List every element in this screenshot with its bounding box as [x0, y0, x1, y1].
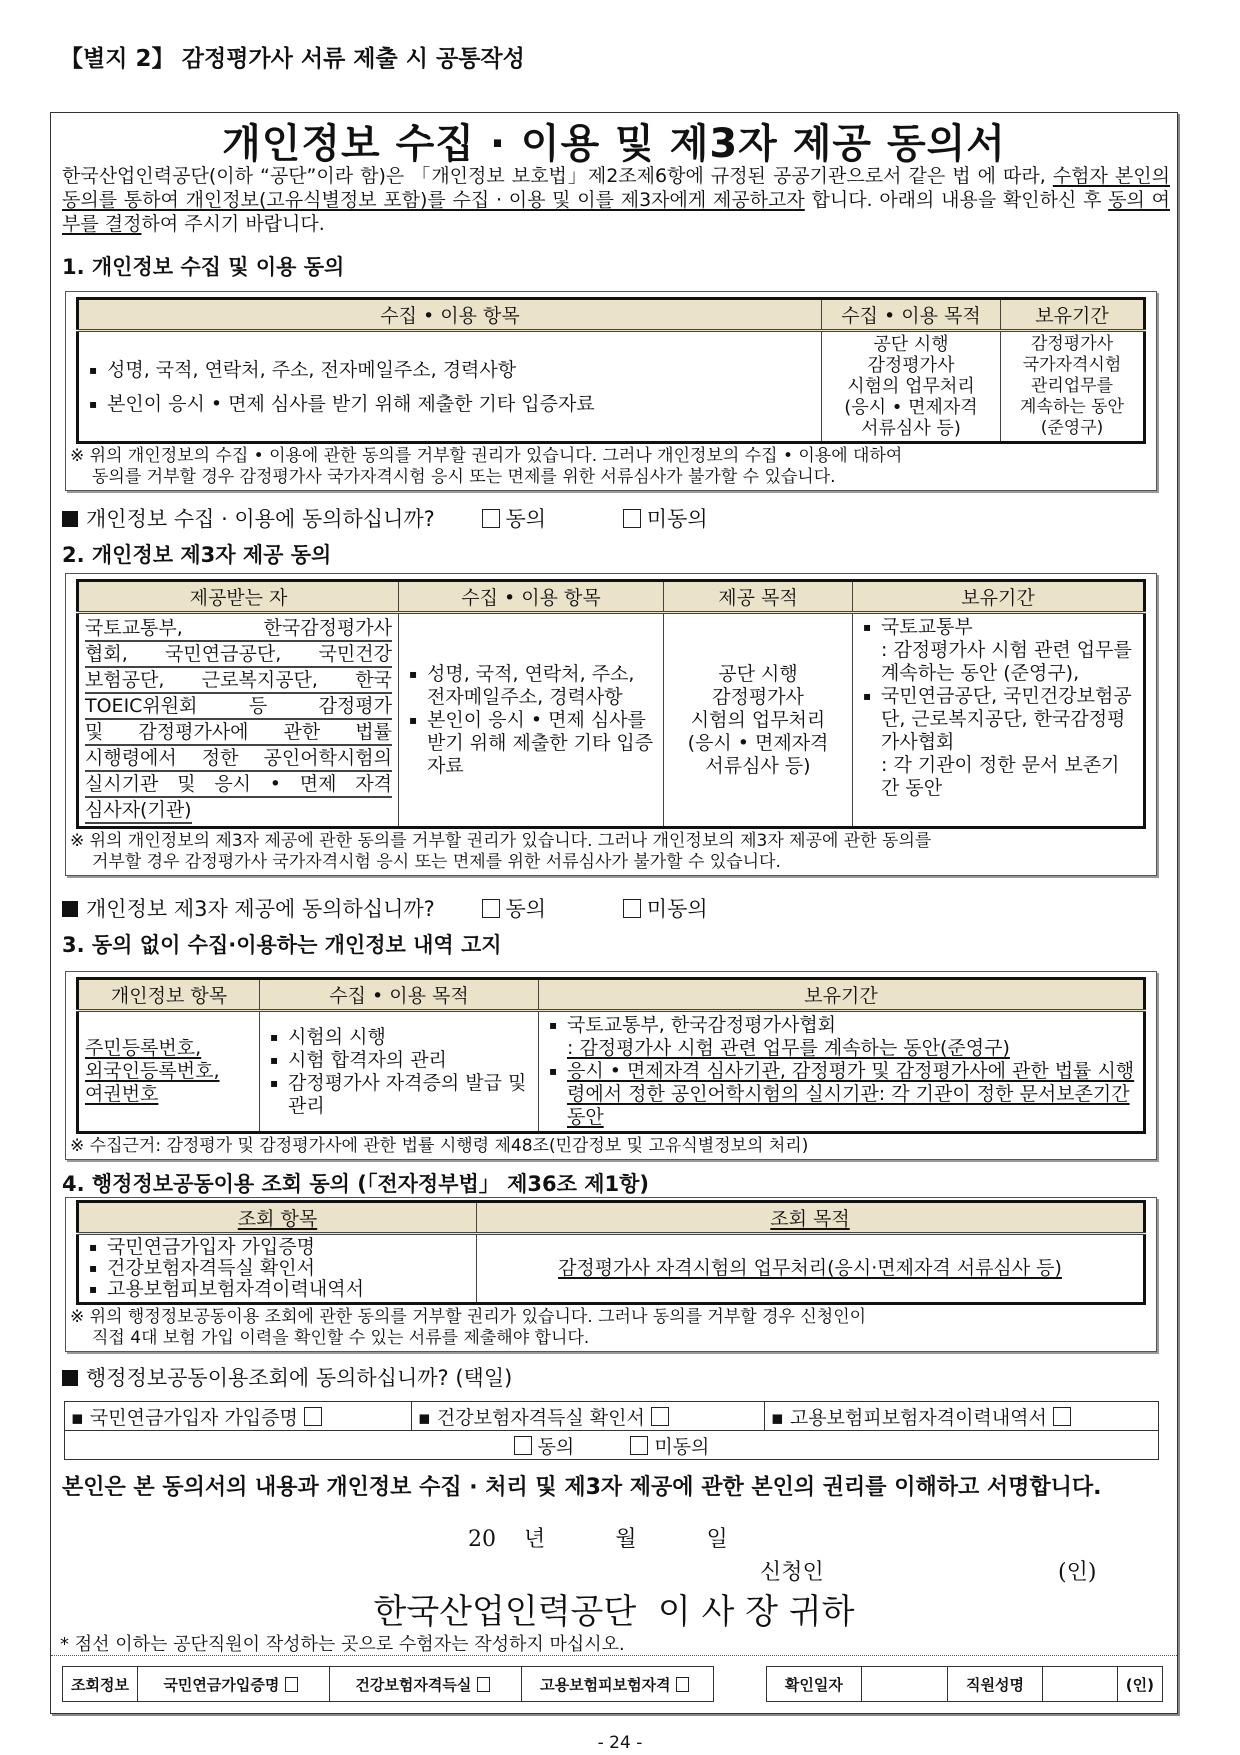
- signature-statement: 본인은 본 동의서의 내용과 개인정보 수집 · 처리 및 제3자 제공에 관한 본인의 권리를 이해하고 서명합니다.: [62, 1475, 1102, 1500]
- section3-heading: 3. 동의 없이 수집·이용하는 개인정보 내역 고지: [62, 933, 502, 957]
- staff-name-field[interactable]: [1042, 1667, 1117, 1702]
- collection-purpose: 공단 시행 감정평가사 시험의 업무처리 (응시 • 면제자격 서류심사 등): [822, 331, 1001, 443]
- query-info-label: 조회정보: [63, 1667, 138, 1702]
- provided-items: [399, 613, 664, 828]
- addressee: 한국산업인력공단 이 사 장 귀하: [373, 1592, 855, 1632]
- col-header: 수집 • 이용 목적: [822, 299, 1001, 331]
- section4-note: ※ 위의 행정정보공동이용 조회에 관한 동의를 거부할 권리가 있습니다. 그러나 동의를 거부할 경우 신청인이 직접 4대 보험 가입 이력을 확인할 수 있는 서류를 제출해야 합니다.: [70, 1307, 867, 1348]
- applicant-label: 신청인: [760, 1560, 824, 1585]
- agree-checkbox[interactable]: [482, 899, 500, 918]
- section2-note: ※ 위의 개인정보의 제3자 제공에 관한 동의를 거부할 권리가 있습니다. 그러나 개인정보의 제3자 제공에 관한 동의를 거부할 경우 감정평가사 국가자격시험 응시 또는 면제를 위한 서류심사가 불가할 수 있습니다.: [70, 831, 932, 872]
- agree-checkbox[interactable]: [514, 1436, 532, 1455]
- recipients: 국토교통부, 한국감정평가사 협회, 국민연금공단, 국민건강 보험공단, 근로복지공단, 한국 TOEIC위원회 등 감정평가 및 감정평가사에 관한 법률 시행령에서 정한 공인어학시험의 실시기관 및 응시 • 면제 자격 심사자(기관): [78, 613, 399, 828]
- page-title: 개인정보 수집 · 이용 및 제3자 제공 동의서: [222, 121, 1006, 167]
- section1-consent-question: 개인정보 수집 · 이용에 동의하십니까? 동의 미동의: [62, 503, 708, 533]
- form-annex-header: 【별지 2】 감정평가사 서류 제출 시 공통작성: [60, 46, 525, 72]
- date-line: 20 년 월 일: [468, 1527, 728, 1552]
- staff-employment-checkbox[interactable]: [676, 1677, 689, 1692]
- provision-purpose: 공단 시행 감정평가사 시험의 업무처리 (응시 • 면제자격 서류심사 등): [664, 613, 853, 828]
- section1-box: [65, 291, 1157, 491]
- staff-pension-checkbox[interactable]: [285, 1677, 298, 1692]
- page-number: - 24 -: [597, 1733, 643, 1753]
- collection-retention: 감정평가사 국가자격시험 관리업무를 계속하는 동안 (준영구): [1001, 331, 1145, 443]
- option-health: ▪ 건강보험자격득실 확인서: [412, 1402, 765, 1431]
- section2-box: [65, 573, 1157, 876]
- pension-checkbox[interactable]: [304, 1407, 322, 1426]
- col-header: 수집 • 이용 항목: [399, 581, 664, 613]
- list-item: ▪ 성명, 국적, 연락처, 주소, 전자메일주소, 경력사항: [405, 663, 657, 709]
- section3-note: ※ 수집근거: 감정평가 및 감정평가사에 관한 법률 시행령 제48조(민감정보 및 고유식별정보의 처리): [70, 1136, 809, 1156]
- unique-id-items: 주민등록번호, 외국인등록번호, 여권번호: [78, 1011, 260, 1133]
- square-bullet-icon: [62, 1370, 78, 1386]
- col-header: 수집 • 이용 항목: [78, 299, 822, 331]
- health-checkbox[interactable]: [651, 1407, 669, 1426]
- list-item: ▪ 성명, 국적, 연락처, 주소, 전자메일주소, 경력사항: [85, 353, 815, 387]
- col-header: 보유기간: [1001, 299, 1145, 331]
- disagree-checkbox[interactable]: [623, 509, 641, 528]
- employment-checkbox[interactable]: [1053, 1407, 1071, 1426]
- query-purpose: 감정평가사 자격시험의 업무처리(응시·면제자격 서류심사 등): [477, 1234, 1145, 1304]
- provision-retention: ▪ 국토교통부 : 감정평가사 시험 관련 업무를 계속하는 동안 (준영구), ▪ 국민연금공단, 국민건강보험공단, 근로복지공단, 한국감정평가사협회 : 각 기관이 정한 문서 보존기간 동안: [853, 613, 1145, 828]
- admin-consent-choice: 동의 미동의: [65, 1431, 1159, 1460]
- col-header: 수집 • 이용 목적: [260, 979, 539, 1011]
- admin-info-table: [76, 1200, 1146, 1305]
- option-pension: ▪ 국민연금가입자 가입증명: [65, 1402, 412, 1431]
- applicant-seal: (인): [1058, 1560, 1097, 1585]
- query-items: ▪ 국민연금가입자 가입증명 ▪ 건강보험자격득실 확인서 ▪ 고용보험피보험자격이력내역서: [78, 1234, 477, 1304]
- staff-seal: (인): [1117, 1667, 1162, 1702]
- staff-name-label: 직원성명: [948, 1667, 1043, 1702]
- collection-items: [78, 331, 822, 443]
- section4-heading: 4. 행정정보공동이용 조회 동의 (「전자정부법」 제36조 제1항): [62, 1172, 649, 1196]
- employment-cell: 고용보험피보험자격: [521, 1667, 713, 1702]
- col-header: 제공 목적: [664, 581, 853, 613]
- col-header: 제공받는 자: [78, 581, 399, 613]
- pension-cell: 국민연금가입증명: [137, 1667, 329, 1702]
- third-party-table: [76, 579, 1146, 829]
- notice-purpose: ▪ 시험의 시행 ▪ 시험 합격자의 관리 ▪ 감정평가사 자격증의 발급 및 관리: [260, 1011, 539, 1133]
- confirm-date-label: 확인일자: [767, 1667, 862, 1702]
- section4-box: [65, 1197, 1157, 1352]
- staff-confirm-table: [766, 1666, 1163, 1702]
- notice-retention: ▪ 국토교통부, 한국감정평가사협회 : 감정평가사 시험 관련 업무를 계속하는 동안(준영구) ▪ 응시 • 면제자격 심사기관, 감정평가 및 감정평가사에 관한 법률 시행령에서 정한 공인어학시험의 실시기관: 각 기관이 정한 문서보존기간동안: [539, 1011, 1145, 1133]
- list-item: ▪ 본인이 응시 • 면제 심사를 받기 위해 제출한 기타 입증자료: [85, 387, 815, 421]
- col-header: 조회 항목: [78, 1202, 477, 1234]
- col-header: 개인정보 항목: [78, 979, 260, 1011]
- col-header: 보유기간: [539, 979, 1145, 1011]
- admin-consent-table: [64, 1401, 1159, 1460]
- option-employment: ▪ 고용보험피보험자격이력내역서: [765, 1402, 1159, 1431]
- staff-note: * 점선 이하는 공단직원이 작성하는 곳으로 수험자는 작성하지 마십시오.: [60, 1634, 625, 1655]
- intro-paragraph: 한국산업인력공단(이하 “공단”이라 함)은 「개인정보 보호법」제2조제6항에 규정된 공공기관으로서 같은 법 에 따라, 수험자 본인의 동의를 통하여 개인정보(고유식별정보 포함)를 수집 · 이용 및 이를 제3자에게 제공하고자 합니다. 아래의 내용을 확인하신 후 동의 여부를 결정하여 주시기 바랍니다.: [62, 165, 1170, 235]
- col-header: 보유기간: [853, 581, 1145, 613]
- section2-consent-question: 개인정보 제3자 제공에 동의하십니까? 동의 미동의: [62, 893, 708, 923]
- dotted-divider: [51, 1655, 1177, 1656]
- collection-table: [76, 297, 1146, 444]
- square-bullet-icon: [62, 511, 78, 527]
- disagree-checkbox[interactable]: [630, 1436, 648, 1455]
- square-bullet-icon: [62, 901, 78, 917]
- agree-checkbox[interactable]: [482, 509, 500, 528]
- staff-health-checkbox[interactable]: [477, 1677, 490, 1692]
- list-item: ▪ 본인이 응시 • 면제 심사를 받기 위해 제출한 기타 입증자료: [405, 709, 657, 778]
- section2-heading: 2. 개인정보 제3자 제공 동의: [62, 543, 332, 567]
- section3-box: [65, 971, 1157, 1160]
- confirm-date-field[interactable]: [861, 1667, 947, 1702]
- staff-query-table: [62, 1666, 714, 1702]
- section4-consent-question: 행정정보공동이용조회에 동의하십니까? (택일): [62, 1362, 512, 1392]
- notice-table: [76, 977, 1146, 1134]
- section1-heading: 1. 개인정보 수집 및 이용 동의: [62, 255, 345, 279]
- col-header: 조회 목적: [477, 1202, 1145, 1234]
- disagree-checkbox[interactable]: [623, 899, 641, 918]
- section1-note: ※ 위의 개인정보의 수집 • 이용에 관한 동의를 거부할 권리가 있습니다. 그러나 개인정보의 수집 • 이용에 대하여 동의를 거부할 경우 감정평가사 국가자격시험 응시 또는 면제를 위한 서류심사가 불가할 수 있습니다.: [70, 446, 903, 487]
- health-cell: 건강보험자격득실: [329, 1667, 521, 1702]
